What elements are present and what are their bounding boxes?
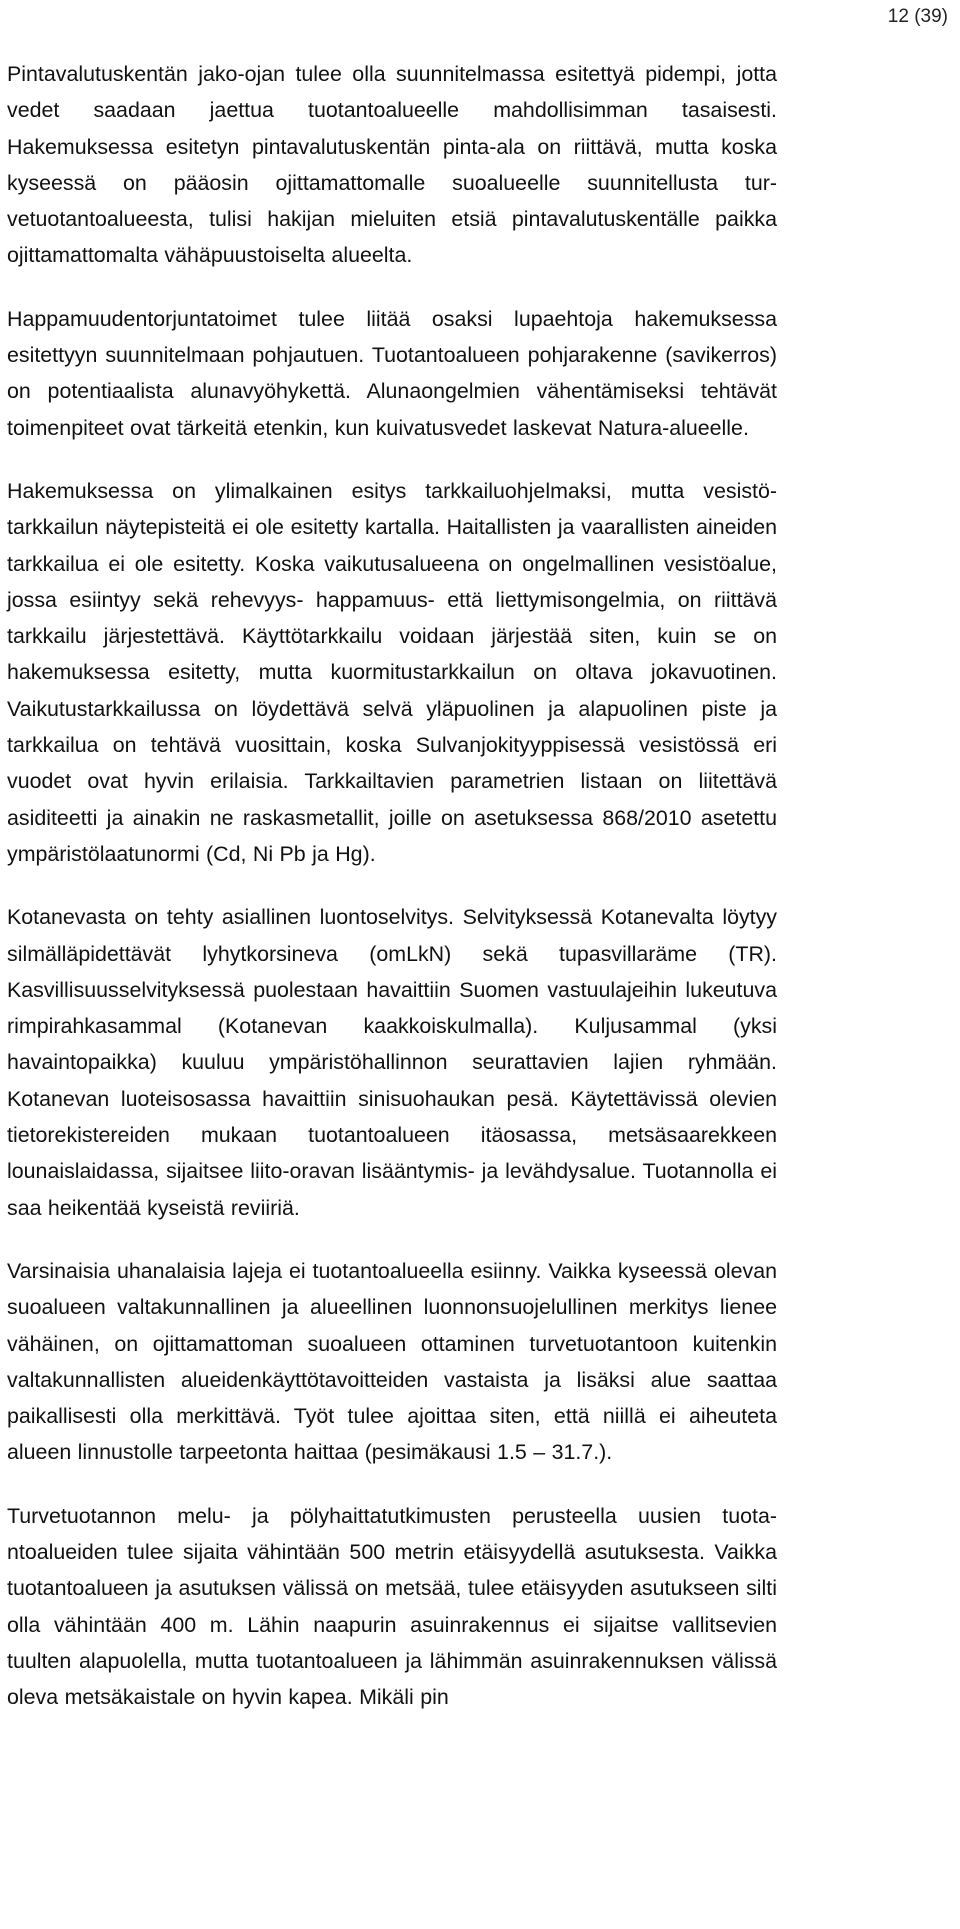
paragraph-endangered-species: Varsinaisia uhanalaisia lajeja ei tuotantoalueella esiinny. Vaikka kyseessä olevan suoalueen valtakunnallinen ja alueellinen luonnonsuojelullinen merkitys lienee vähäinen, on ojittamattoman suoalueen ottaminen turvetuotantoon kuitenkin valtakunnallisten alueidenkäyttötavoitteiden vastaista ja lisäksi alue saattaa paikallisesti olla merkittävä. Työt tulee ajoittaa siten, että niillä ei aiheuteta alueen linnustolle tarpeetonta haittaa (pesimäkausi 1.5 – 31.7.). bbox=[7, 1258, 777, 1465]
paragraph-nature-survey: Kotanevasta on tehty asiallinen luontoselvitys. Selvityksessä Kotanevalta löytyy silmälläpidettävät lyhytkorsineva (omLkN) sekä tupasvillaräme (TR). Kasvillisuusselvityksessä puolestaan havaittiin Suomen vastuulajeihin lukeutuva rimpirahkasammal (Kotanevan kaakkoiskulmalla). Kuljusammal (yksi havaintopaikka) kuuluu ympäristöhallinnon seurattavien lajien ryhmään. Kotanevan luoteisosassa havaittiin sinisuohaukan pesä. Käytettävissä olevien tietorekistereiden mukaan tuotantoalueen itäosassa, metsäsaarekkeen lounaislaidassa, sijaitsee liito-oravan lisääntymis- ja levähdysalue. Tuotannolla ei saa heikentää kyseistä reviiriä. bbox=[7, 905, 777, 1220]
page-number: 12 (39) bbox=[887, 6, 948, 27]
paragraph-acidity-control: Happamuudentorjuntatoimet tulee liitää osaksi lupaehtoja hakemuksessa esitettyyn suunnitelmaan pohjautuen. Tuotantoalueen pohjarakenne (savikerros) on potentiaalista alunavyöhykettä. Alunaongelmien vähentämiseksi tehtävät toimenpiteet ovat tärkeitä etenkin, kun kuivatusvedet laskevat Natura-alueelle. bbox=[7, 306, 777, 440]
paragraph-runoff-field: Pintavalutuskentän jako-ojan tulee olla suunnitelmassa esitettyä pidempi, jotta vedet saadaan jaettua tuotantoalueelle mahdollisimman tasaisesti. Hakemuksessa esitetyn pintavalutuskentän pinta-ala on riittävä, mutta koska kyseessä on pääosin ojittamattomalle suoalueelle suunnitellusta turvetuotantoalueesta, tulisi hakijan mieluiten etsiä pintavalutuskentälle paikka ojittamattomalta vähäpuustoiselta alueelta. bbox=[7, 62, 777, 268]
paragraph-monitoring-program: Hakemuksessa on ylimalkainen esitys tarkkailuohjelmaksi, mutta vesistötarkkailun näytepisteitä ei ole esitetty kartalla. Haitallisten ja vaarallisten aineiden tarkkailua ei ole esitetty. Koska vaikutusalueena on ongelmallinen vesistöalue, jossa esiintyy sekä rehevyys- happamuus- että liettymisongelmia, on riittävä tarkkailu järjestettävä. Käyttötarkkailu voidaan järjestää siten, kuin se on hakemuksessa esitetty, mutta kuormitustarkkailun on oltava jokavuotinen. Vaikutustarkkailussa on löydettävä selvä yläpuolinen ja alapuolinen piste ja tarkkailua on tehtävä vuosittain, koska Sulvanjokityyppisessä vesistössä eri vuodet ovat hyvin erilaisia. Tarkkailtavien parametrien listaan on liitettävä asiditeetti ja ainakin ne raskasmetallit, joille on asetuksessa 868/2010 asetettu ympäristölaatunormi (Cd, Ni Pb ja Hg). bbox=[7, 478, 777, 866]
paragraph-noise-dust: Turvetuotannon melu- ja pölyhaittatutkimusten perusteella uusien tuotantoalueiden tulee sijaita vähintään 500 metrin etäisyydellä asutuksesta. Vaikka tuotantoalueen ja asutuksen välissä on metsää, tulee etäisyyden asutukseen silti olla vähintään 400 m. Lähin naapurin asuinrakennus ei sijaitse vallitsevien tuulten alapuolella, mutta tuotantoalueen ja lähimmän asuinrakennuksen välissä oleva metsäkaistale on hyvin kapea. Mikäli pin bbox=[7, 1503, 777, 1710]
document-body bbox=[7, 56, 777, 1715]
